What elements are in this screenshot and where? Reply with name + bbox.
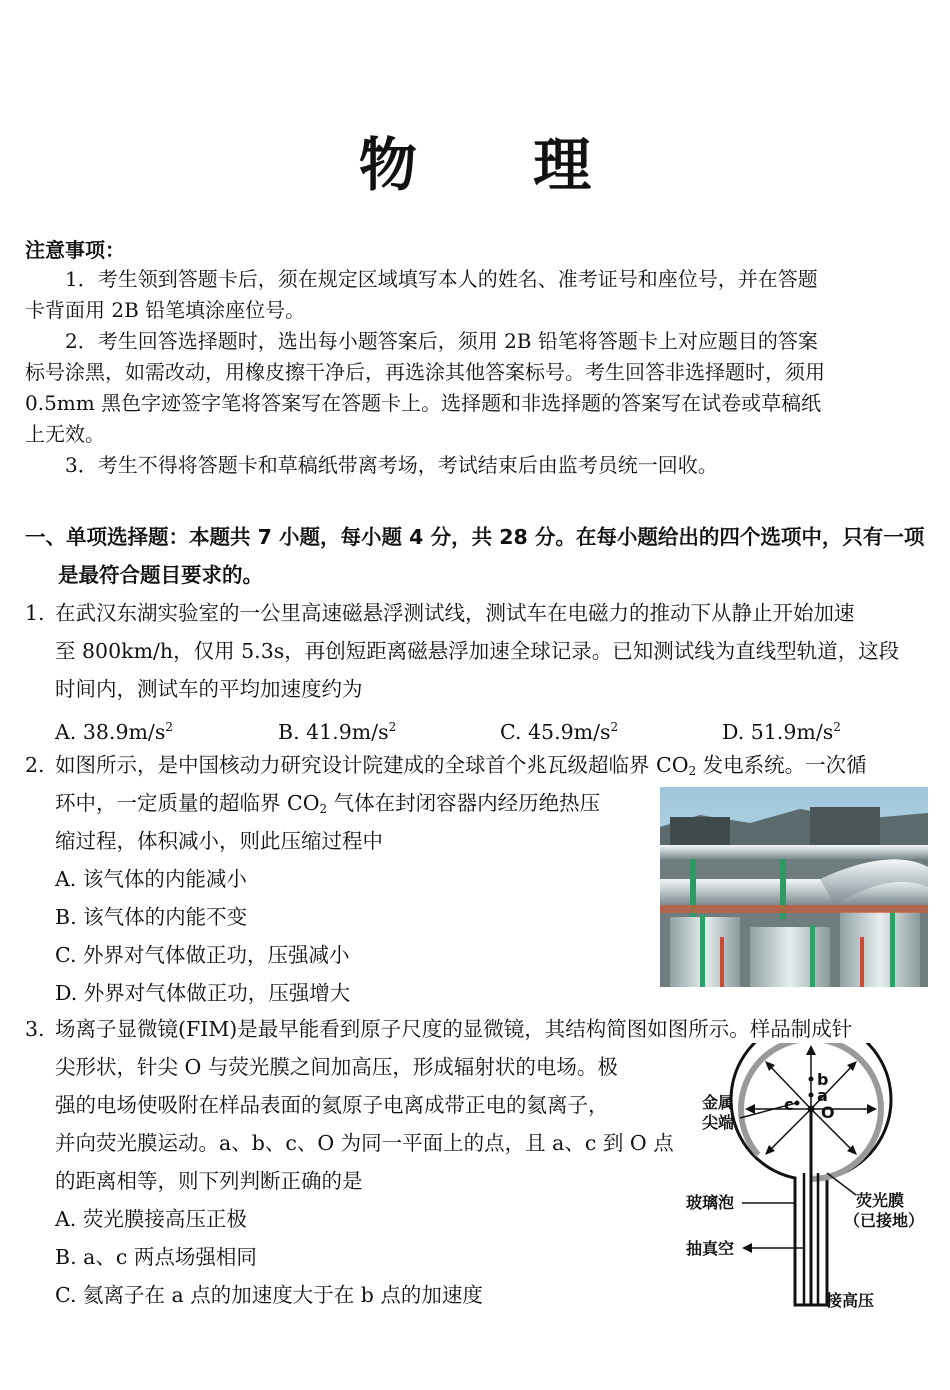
option-a: A. 荧光膜接高压正极 (55, 1207, 247, 1231)
power-plant-photo (660, 787, 928, 987)
question-text: 在武汉东湖实验室的一公里高速磁悬浮测试线，测试车在电磁力的推动下从静止开始加速 (55, 601, 855, 625)
question-text: 尖形状，针尖 O 与荧光膜之间加高压，形成辐射状的电场。极 (55, 1055, 618, 1079)
section-heading-line2: 是最符合题目要求的。 (58, 563, 263, 587)
notice-line: 0.5mm 黑色字迹签字笔将答案写在答题卡上。选择题和非选择题的答案写在试卷或草稿纸 (25, 391, 822, 415)
question-number: 2. (25, 753, 45, 777)
page-title: 物 理 (358, 131, 640, 199)
label-vacuum: 抽真空 (686, 1239, 735, 1258)
question-text: 的距离相等，则下列判断正确的是 (55, 1169, 363, 1193)
label-high-voltage: 接高压 (826, 1291, 875, 1310)
option-d: D. 外界对气体做正功，压强增大 (55, 981, 351, 1005)
point-b: b (817, 1070, 829, 1089)
question-text: 并向荧光膜运动。a、b、c、O 为同一平面上的点，且 a、c 到 O 点 (55, 1131, 674, 1155)
question-text: 缩过程，体积减小，则此压缩过程中 (55, 829, 383, 853)
label-metal-tip: 尖端 (702, 1113, 735, 1132)
label-metal-tip: 金属 (702, 1093, 735, 1112)
label-glass-bulb: 玻璃泡 (686, 1193, 735, 1212)
option-c: C. $45.9m/s^2$ (500, 720, 619, 744)
option-a: A. $38.9m/s^2$ (55, 720, 173, 744)
notice-heading: 注意事项： (25, 238, 125, 262)
label-fluorescent-film: （已接地） (844, 1211, 925, 1230)
question-number: 1. (25, 601, 45, 625)
option-a: A. 该气体的内能减小 (55, 867, 247, 891)
notice-line: 3．考生不得将答题卡和草稿纸带离考场，考试结束后由监考员统一回收。 (65, 453, 718, 477)
question-number: 3. (25, 1017, 45, 1041)
notice-line: 2．考生回答选择题时，选出每小题答案后，须用 2B 铅笔将答题卡上对应题目的答案 (65, 329, 818, 353)
option-d: D. $51.9m/s^2$ (722, 720, 841, 744)
option-c: C. 氦离子在 a 点的加速度大于在 b 点的加速度 (55, 1283, 483, 1307)
question-text: 场离子显微镜(FIM)是最早能看到原子尺度的显微镜，其结构简图如图所示。样品制成针 (55, 1017, 853, 1041)
question-text: 至 800km/h，仅用 5.3s，再创短距离磁悬浮加速全球记录。已知测试线为直线型轨道，这段 (55, 639, 900, 663)
question-text: 如图所示，是中国核动力研究设计院建成的全球首个兆瓦级超临界 $CO_2$ 发电系统。一次循 (55, 753, 867, 778)
question-text: 环中，一定质量的超临界 $CO_2$ 气体在封闭容器内经历绝热压 (55, 791, 601, 816)
notice-line: 标号涂黑，如需改动，用橡皮擦干净后，再选涂其他答案标号。考生回答非选择题时，须用 (25, 360, 825, 384)
option-b: B. a、c 两点场强相同 (55, 1245, 257, 1269)
point-a: a (817, 1086, 828, 1105)
fim-diagram (680, 1043, 930, 1313)
point-c: c (784, 1095, 794, 1114)
question-text: 时间内，测试车的平均加速度约为 (55, 677, 363, 701)
option-c: C. 外界对气体做正功，压强减小 (55, 943, 350, 967)
notice-line: 1．考生领到答题卡后，须在规定区域填写本人的姓名、准考证号和座位号，并在答题 (65, 267, 818, 291)
section-heading-line1: 一、单项选择题：本题共 7 小题，每小题 4 分，共 28 分。在每小题给出的四个选项中，只有一项 (25, 525, 925, 549)
question-text: 强的电场使吸附在样品表面的氦原子电离成带正电的氦离子， (55, 1093, 609, 1117)
point-o: O (821, 1103, 835, 1122)
option-b: B. $41.9m/s^2$ (278, 720, 397, 744)
notice-line: 上无效。 (25, 422, 105, 446)
notice-line: 卡背面用 2B 铅笔填涂座位号。 (25, 298, 306, 322)
label-fluorescent-film: 荧光膜 (856, 1191, 905, 1210)
option-b: B. 该气体的内能不变 (55, 905, 248, 929)
